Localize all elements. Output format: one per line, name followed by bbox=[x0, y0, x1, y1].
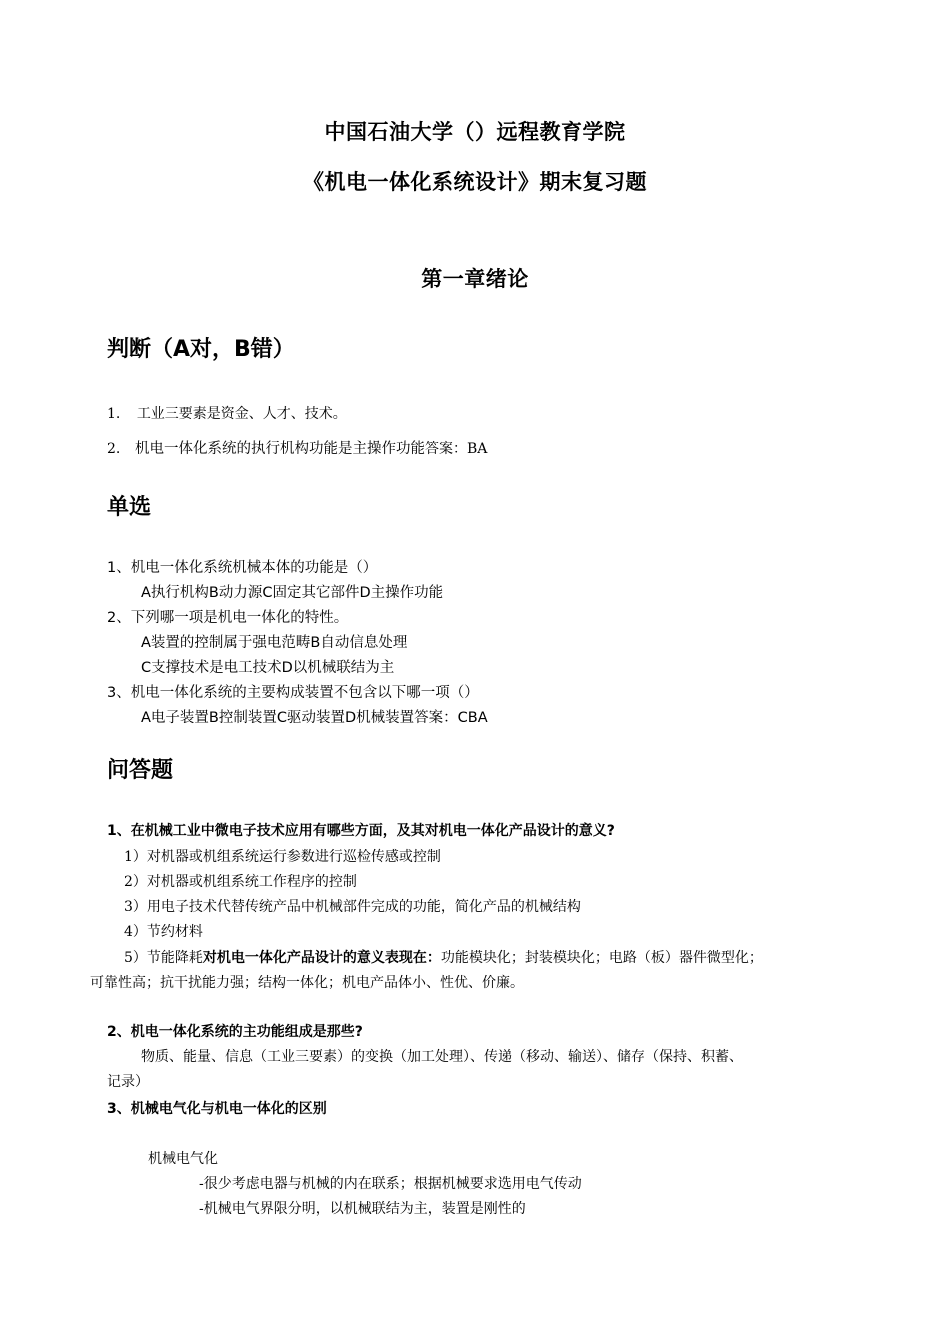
chapter-title: 第一章绪论 bbox=[421, 267, 529, 291]
qa-q1-item-2: 2）对机器或机组系统工作程序的控制 bbox=[124, 874, 357, 890]
single-options-2b: C支撑技术是电工技术D以机械联结为主 bbox=[141, 660, 395, 676]
qa-question-2: 2、机电一体化系统的主功能组成是那些? bbox=[107, 1024, 363, 1040]
judge-item-1 bbox=[107, 403, 347, 423]
qa-q1-item-5-text: 功能模块化；封装模块化；电路（板）器件微型化； bbox=[440, 950, 763, 966]
qa-q1-significance-label: 对机电一体化产品设计的意义表现在： bbox=[202, 950, 441, 966]
qa-q1-item-3: 3）用电子技术代替传统产品中机械部件完成的功能，简化产品的机械结构 bbox=[124, 899, 581, 915]
judge-item-2 bbox=[107, 437, 487, 458]
judge-heading: 判断（A对，B错） bbox=[107, 337, 295, 362]
single-question-3: 3、机电一体化系统的主要构成装置不包含以下哪一项（） bbox=[107, 685, 479, 701]
judge-item-number: 1. bbox=[107, 406, 121, 422]
qa-question-1: 1、在机械工业中微电子技术应用有哪些方面，及其对机电一体化产品设计的意义? bbox=[107, 823, 615, 839]
judge-item-text: 机电一体化系统的执行机构功能是主操作功能 bbox=[134, 441, 425, 457]
qa-q1-item-1: 1）对机器或机组系统运行参数进行巡检传感或控制 bbox=[124, 849, 441, 865]
qa-q1-item-5-prefix: 5）节能降耗 bbox=[124, 950, 203, 966]
document-title-line1: 中国石油大学（）远程教育学院 bbox=[324, 120, 626, 144]
judge-answer: 答案：BA bbox=[424, 441, 488, 457]
qa-q1-item-5 bbox=[90, 946, 849, 996]
qa-question-3: 3、机械电气化与机电一体化的区别 bbox=[107, 1101, 327, 1117]
qa-q3-point-1: -很少考虑电器与机械的内在联系；根据机械要求选用电气传动 bbox=[199, 1176, 582, 1192]
single-options-1: A执行机构B动力源C固定其它部件D主操作功能 bbox=[141, 585, 444, 601]
judge-item-text: 工业三要素是资金、人才、技术。 bbox=[136, 406, 347, 422]
single-question-1: 1、机电一体化系统机械本体的功能是（） bbox=[107, 560, 378, 576]
qa-q1-item-4: 4）节约材料 bbox=[124, 924, 203, 940]
qa-heading: 问答题 bbox=[107, 758, 174, 783]
single-options-2a: A装置的控制属于强电范畴B自动信息处理 bbox=[141, 635, 408, 651]
qa-q1-item-5-continuation: 可靠性高；抗干扰能力强；结构一体化；机电产品体小、性优、价廉。 bbox=[90, 975, 524, 991]
qa-q2-answer-line1: 物质、能量、信息（工业三要素）的变换（加工处理）、传递（移动、输送）、储存（保持、积蓄、 bbox=[141, 1049, 743, 1065]
qa-q3-subheading: 机械电气化 bbox=[148, 1151, 218, 1167]
judge-item-number: 2. bbox=[107, 441, 121, 457]
qa-q2-answer-line2: 记录） bbox=[107, 1074, 149, 1090]
document-title-line2: 《机电一体化系统设计》期末复习题 bbox=[303, 170, 647, 194]
single-choice-heading: 单选 bbox=[107, 495, 152, 520]
single-question-2: 2、下列哪一项是机电一体化的特性。 bbox=[107, 610, 349, 626]
qa-q3-point-2: -机械电气界限分明，以机械联结为主，装置是刚性的 bbox=[199, 1201, 526, 1217]
single-options-3: A电子装置B控制装置C驱动装置D机械装置答案：CBA bbox=[141, 710, 488, 726]
